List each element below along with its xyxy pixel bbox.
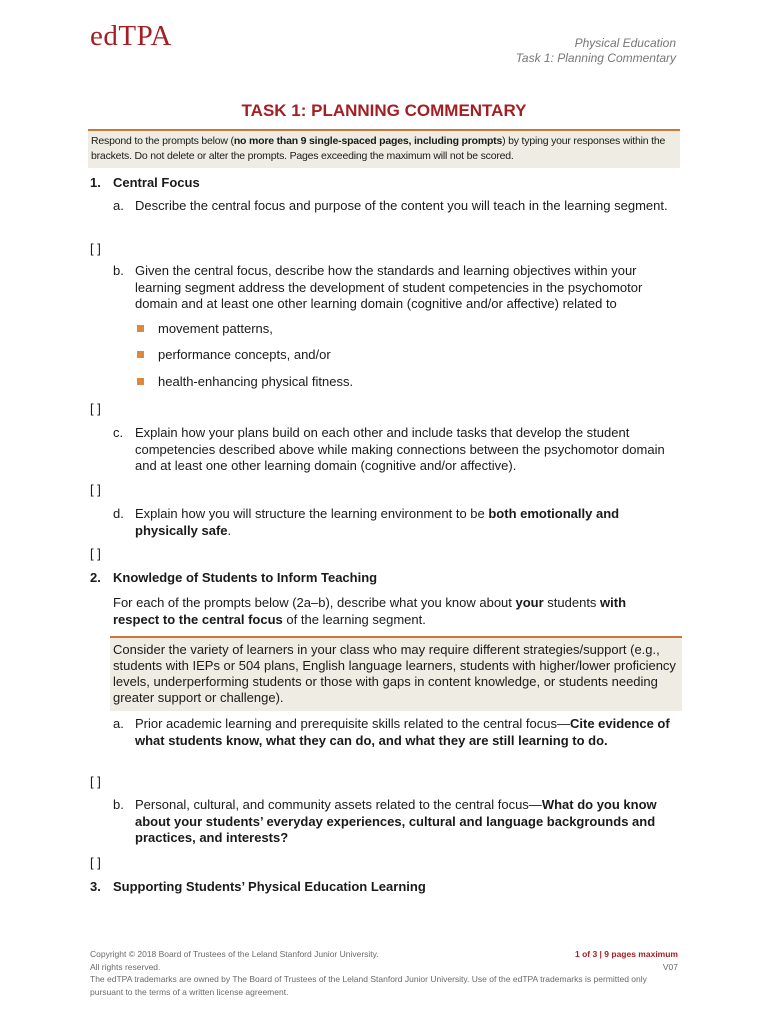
prompt-1d-text: Explain how you will structure the learning environment to be [135,506,489,521]
prompt-1d-text-wrap [135,506,675,539]
prompt-1c-text: Explain how your plans build on each other and include tasks that develop the student competencies described above while making connections between the psychomotor domain and at least one other learning domain (cognitive and/or affective). [135,425,665,473]
bullet-performance-concepts [137,347,331,362]
prompt-2b-text: Personal, cultural, and community assets related to the central focus— [135,797,542,812]
header-task: Task 1: Planning Commentary [515,51,676,65]
bullet-movement-patterns [137,321,273,336]
footer-copyright: Copyright © 2018 Board of Trustees of the Leland Stanford Junior University. [90,949,379,959]
prompt-2a-letter: a. [113,716,124,731]
section-1-heading [90,175,200,190]
section-2-title: Knowledge of Students to Inform Teaching [113,570,378,585]
prompt-2a-text: Prior academic learning and prerequisite skills related to the central focus— [135,716,570,731]
instructions-box [88,129,680,168]
page-number: 1 of 3 | 9 pages maximum [574,949,678,959]
bullet-square-icon [137,351,144,358]
section-1-title: Central Focus [113,175,200,190]
intro-text-1: For each of the prompts below (2a–b), describe what you know about [113,595,516,610]
instructions-pre: Respond to the prompts below ( [91,135,234,147]
bullet-square-icon [137,378,144,385]
header-subject: Physical Education [574,36,676,50]
section-3-number: 3. [90,879,101,894]
bullet-fitness [137,374,353,389]
section-2-intro [113,595,675,628]
prompt-2b-bold: What do you know about your students’ everyday experiences, cultural and language backgrounds and practices, and interests? [135,797,657,845]
intro-bold-1: your [515,595,544,610]
footer-page-info [575,948,678,973]
prompt-2b-text-wrap [135,797,675,847]
bullet-text: health-enhancing physical fitness. [158,374,354,389]
prompt-1b [113,263,675,313]
prompt-1a [113,198,675,215]
prompt-1b-text: Given the central focus, describe how the standards and learning objectives within your learning segment address the development of student competencies in the psychomotor domain and at least one other learning domain (cognitive and/or affective) related to [135,263,643,311]
response-bracket-1c[interactable]: [ ] [90,482,101,497]
bullet-square-icon [137,325,144,332]
response-bracket-1b[interactable]: [ ] [90,401,101,416]
prompt-1d-post: . [227,522,232,538]
prompt-1d-letter: d. [113,506,124,521]
section-2-number: 2. [90,570,101,585]
prompt-2a-bold: Cite evidence of what students know, what they can do, and what they are still learning to do. [135,716,670,748]
prompt-1a-text: Describe the central focus and purpose of the content you will teach in the learning segment. [135,198,668,213]
section-2-heading [90,570,377,585]
instructions-post: ) by typing your responses within the brackets. Do not delete or alter the prompts. Pages exceeding the maximum will not be scored. [91,135,666,162]
instructions-bold: no more than 9 single-spaced pages, including prompts [233,135,503,147]
prompt-2a-text-wrap [135,716,675,749]
response-bracket-1d[interactable]: [ ] [90,546,101,561]
prompt-1b-letter: b. [113,263,124,278]
running-header [516,36,676,66]
prompt-1c [113,425,675,475]
section-3-title: Supporting Students’ Physical Education Learning [113,879,426,894]
intro-text-2: students [543,595,601,610]
section-3-heading [90,879,426,894]
prompt-1d-bold: both emotionally and physically safe [135,506,620,538]
bullet-text: movement patterns, [158,321,273,336]
prompt-2b-letter: b. [113,797,124,812]
footer-legal [90,948,650,998]
section-1-number: 1. [90,175,101,190]
prompt-1a-letter: a. [113,198,124,213]
response-bracket-1a[interactable]: [ ] [90,241,101,256]
intro-text-3: of the learning segment. [282,611,426,627]
intro-bold-2: with respect to the central focus [113,595,627,627]
edtpa-logo: edTPA [90,20,172,52]
prompt-2a [113,716,675,749]
learner-variety-box: Consider the variety of learners in your class who may require different strategies/support (e.g., students with IEPs or 504 plans, English language learners, students with higher/lower proficiency levels, underperforming students or those with gaps in content knowledge, or students needing greater support or challenge). [110,636,682,711]
response-bracket-2b[interactable]: [ ] [90,855,101,870]
version-label: V07 [662,961,678,972]
footer-trademark: The edTPA trademarks are owned by The Board of Trustees of the Leland Stanford Junior University. Use of the edTPA trademarks is permitted only pursuant to the terms of a written license agreement. [90,974,647,997]
prompt-1d [113,506,675,539]
prompt-2b [113,797,675,847]
page-title: TASK 1: PLANNING COMMENTARY [241,101,527,120]
prompt-1c-letter: c. [113,425,124,440]
response-bracket-2a[interactable]: [ ] [90,774,101,789]
bullet-text: performance concepts, and/or [158,347,331,362]
footer-rights: All rights reserved. [90,961,161,972]
